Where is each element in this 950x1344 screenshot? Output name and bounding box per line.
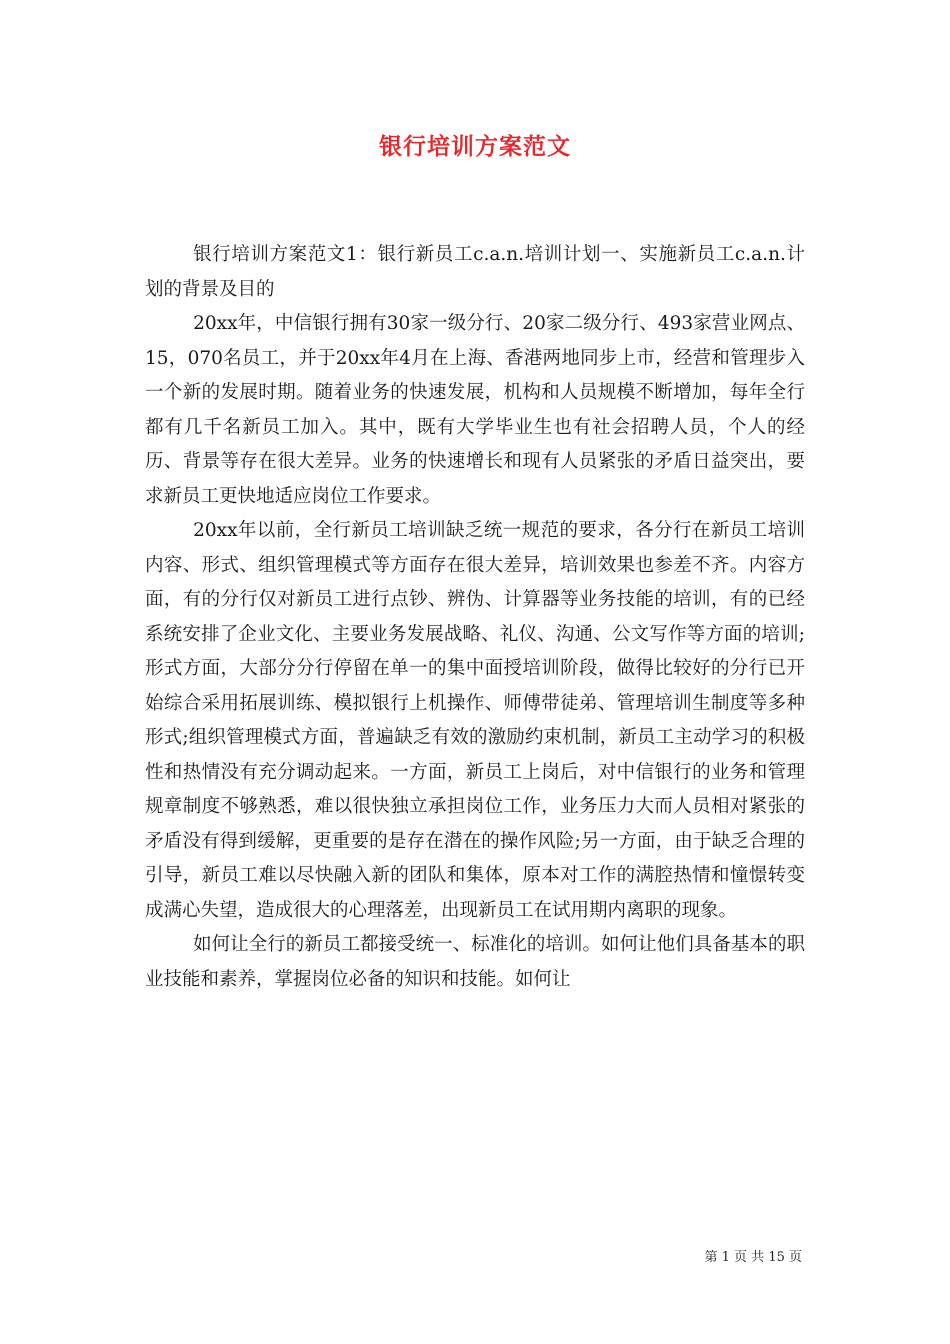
paragraph: 20xx年以前，全行新员工培训缺乏统一规范的要求，各分行在新员工培训内容、形式、组织管理模式等方面存在很大差异，培训效果也参差不齐。内容方面，有的分行仅对新员工进行点钞、辨伪、计算器等业务技能的培训，有的已经系统安排了企业文化、主要业务发展战略、礼仪、沟通、公文写作等方面的培训;形式方面，大部分分行停留在单一的集中面授培训阶段，做得比较好的分行已开始综合采用拓展训练、模拟银行上机操作、师傅带徒弟、管理培训生制度等多种形式;组织管理模式方面，普遍缺乏有效的激励约束机制，新员工主动学习的积极性和热情没有充分调动起来。一方面，新员工上岗后，对中信银行的业务和管理规章制度不够熟悉，难以很快独立承担岗位工作，业务压力大而人员相对紧张的矛盾没有得到缓解，更重要的是存在潜在的操作风险;另一方面，由于缺乏合理的引导，新员工难以尽快融入新的团队和集体，原本对工作的满腔热情和憧憬转变成满心失望，造成很大的心理落差，出现新员工在试用期内离职的现象。 xyxy=(145,520,805,921)
document-title: 银行培训方案范文 xyxy=(379,133,571,160)
page-number: 第 1 页 共 15 页 xyxy=(704,1250,802,1265)
paragraph: 20xx年，中信银行拥有30家一级分行、20家二级分行、493家营业网点、15，070名员工，并于20xx年4月在上海、香港两地同步上市，经营和管理步入一个新的发展时期。随着业务的快速发展，机构和人员规模不断增加，每年全行都有几千名新员工加入。其中，既有大学毕业生也有社会招聘人员，个人的经历、背景等存在很大差异。业务的快速增长和现有人员紧张的矛盾日益突出，要求新员工更快地适应岗位工作要求。 xyxy=(145,313,805,507)
paragraph: 银行培训方案范文1：银行新员工c.a.n.培训计划一、实施新员工c.a.n.计划的背景及目的 xyxy=(145,244,805,300)
paragraph: 如何让全行的新员工都接受统一、标准化的培训。如何让他们具备基本的职业技能和素养，掌握岗位必备的知识和技能。如何让 xyxy=(145,934,805,990)
document-body xyxy=(145,238,805,997)
